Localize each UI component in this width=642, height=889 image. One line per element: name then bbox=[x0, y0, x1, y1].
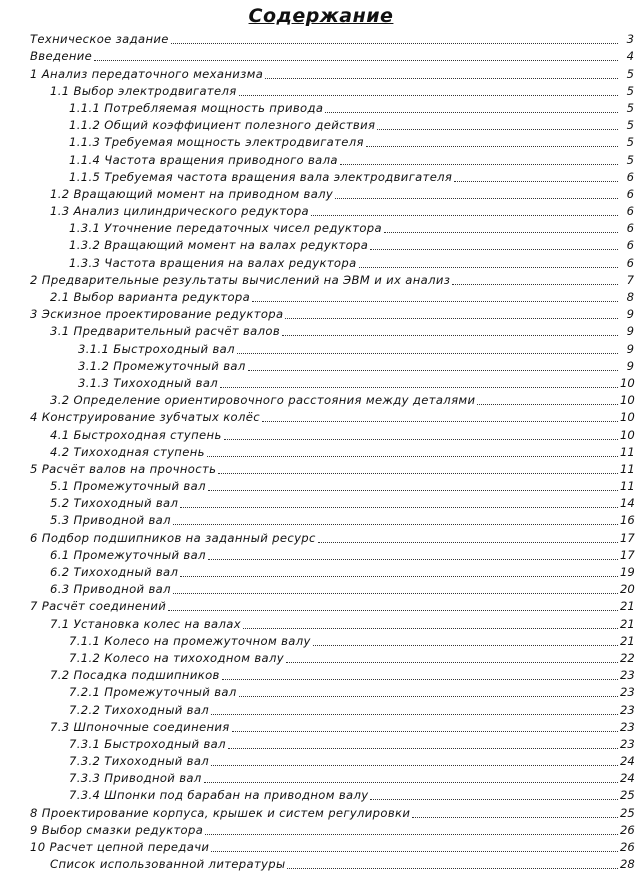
toc-entry-page-number: 23 bbox=[620, 702, 635, 717]
toc-entry-page-number: 17 bbox=[620, 530, 635, 545]
dot-leader bbox=[239, 696, 618, 697]
toc-entry-label: 1.3.3 Частота вращения на валах редуктора bbox=[69, 255, 357, 270]
toc-entry-label: 1 Анализ передаточного механизма bbox=[30, 66, 264, 81]
toc-entry-page-number: 20 bbox=[620, 582, 635, 597]
toc-entry[interactable] bbox=[0, 321, 642, 338]
dot-leader bbox=[286, 662, 618, 663]
toc-entry-label: 1.1.3 Требуемая мощность электродвигателя bbox=[69, 135, 364, 150]
toc-entry-page-number: 16 bbox=[620, 513, 635, 528]
toc-entry[interactable] bbox=[0, 493, 642, 510]
toc-entry-page-number: 10 bbox=[620, 410, 635, 425]
toc-entry-page-number: 25 bbox=[620, 788, 635, 803]
toc-entry-label: 4.2 Тихоходная ступень bbox=[50, 444, 205, 459]
toc-entry-page-number: 9 bbox=[626, 341, 634, 356]
toc-entry-label: 3.2 Определение ориентировочного расстояния между деталями bbox=[50, 393, 476, 408]
toc-entry[interactable] bbox=[0, 235, 642, 252]
toc-entry-label: 7.3 Шпоночные соединения bbox=[50, 719, 230, 734]
toc-entry-label: 1.2 Вращающий момент на приводном валу bbox=[50, 186, 334, 201]
toc-entry[interactable] bbox=[0, 717, 642, 734]
toc-entry-label: 4.1 Быстроходная ступень bbox=[50, 427, 222, 442]
toc-entry-page-number: 6 bbox=[626, 186, 634, 201]
dot-leader bbox=[207, 456, 618, 457]
toc-entry-label: 7 Расчёт соединений bbox=[30, 599, 167, 614]
toc-entry-label: Введение bbox=[30, 49, 93, 64]
toc-entry[interactable] bbox=[0, 218, 642, 235]
toc-entry-page-number: 17 bbox=[620, 547, 635, 562]
toc-entry-label: 7.2 Посадка подшипников bbox=[50, 668, 220, 683]
toc-entry[interactable] bbox=[0, 304, 642, 321]
toc-entry[interactable] bbox=[0, 527, 642, 544]
toc-entry-label: 1.1.4 Частота вращения приводного вала bbox=[69, 152, 338, 167]
dot-leader bbox=[313, 645, 618, 646]
toc-entry-page-number: 6 bbox=[626, 169, 634, 184]
toc-entry[interactable] bbox=[0, 734, 642, 751]
toc-entry-label: 1.1 Выбор электродвигателя bbox=[50, 83, 237, 98]
table-of-contents bbox=[0, 29, 642, 871]
dot-leader bbox=[265, 78, 618, 79]
toc-entry-page-number: 6 bbox=[626, 255, 634, 270]
toc-entry-label: 5.3 Приводной вал bbox=[50, 513, 171, 528]
toc-entry-page-number: 9 bbox=[626, 358, 634, 373]
dot-leader bbox=[454, 181, 618, 182]
toc-entry-page-number: 23 bbox=[620, 668, 635, 683]
toc-entry-page-number: 21 bbox=[620, 616, 635, 631]
dot-leader bbox=[180, 507, 618, 508]
dot-leader bbox=[208, 490, 618, 491]
toc-entry-label: 7.1 Установка колес на валах bbox=[50, 616, 241, 631]
toc-entry[interactable] bbox=[0, 785, 642, 802]
toc-entry-label: 5.1 Промежуточный вал bbox=[50, 479, 206, 494]
dot-leader bbox=[208, 559, 618, 560]
toc-entry[interactable] bbox=[0, 287, 642, 304]
toc-entry-label: 7.1.1 Колесо на промежуточном валу bbox=[69, 633, 311, 648]
toc-entry-page-number: 5 bbox=[626, 135, 634, 150]
dot-leader bbox=[205, 834, 618, 835]
toc-entry-label: 7.2.2 Тихоходный вал bbox=[69, 702, 210, 717]
toc-entry-page-number: 14 bbox=[620, 496, 635, 511]
toc-entry[interactable] bbox=[0, 613, 642, 630]
dot-leader bbox=[180, 576, 618, 577]
toc-entry-page-number: 23 bbox=[620, 685, 635, 700]
toc-entry-page-number: 28 bbox=[620, 857, 635, 872]
toc-entry-label: 6.2 Тихоходный вал bbox=[50, 565, 179, 579]
dot-leader bbox=[232, 731, 618, 732]
toc-entry-label: 4 Конструирование зубчатых колёс bbox=[30, 410, 260, 425]
toc-entry-label: 8 Проектирование корпуса, крышек и систем регулировки bbox=[30, 805, 411, 820]
toc-entry[interactable] bbox=[0, 665, 642, 682]
toc-entry[interactable] bbox=[0, 46, 642, 63]
toc-entry[interactable] bbox=[0, 802, 642, 819]
toc-entry-page-number: 5 bbox=[626, 100, 634, 115]
dot-leader bbox=[359, 267, 618, 268]
toc-entry[interactable] bbox=[0, 682, 642, 699]
dot-leader bbox=[237, 353, 618, 354]
toc-entry-label: 5.2 Тихоходный вал bbox=[50, 496, 179, 511]
toc-entry-label: 2 Предварительные результаты вычислений на ЭВМ и их анализ bbox=[30, 272, 451, 287]
toc-entry[interactable] bbox=[0, 338, 642, 355]
toc-entry-page-number: 21 bbox=[620, 633, 635, 648]
dot-leader bbox=[94, 60, 618, 61]
toc-entry-label: 7.3.2 Тихоходный вал bbox=[69, 754, 210, 769]
toc-entry-label: 3.1.3 Тихоходный вал bbox=[78, 375, 219, 390]
dot-leader bbox=[370, 249, 618, 250]
toc-entry-label: 9 Выбор смазки редуктора bbox=[30, 822, 204, 837]
dot-leader bbox=[224, 439, 618, 440]
toc-entry-label: 1.3.1 Уточнение передаточных чисел редуктора bbox=[69, 221, 382, 236]
toc-entry[interactable] bbox=[0, 390, 642, 407]
toc-entry[interactable] bbox=[0, 115, 642, 132]
toc-entry-label: 6 Подбор подшипников на заданный ресурс bbox=[30, 530, 316, 545]
toc-entry-label: 3.1 Предварительный расчёт валов bbox=[50, 324, 280, 339]
toc-entry[interactable] bbox=[0, 648, 642, 665]
toc-entry-page-number: 10 bbox=[620, 427, 635, 442]
dot-leader bbox=[252, 301, 618, 302]
toc-entry[interactable] bbox=[0, 373, 642, 390]
toc-entry-page-number: 4 bbox=[626, 49, 634, 64]
toc-entry-page-number: 26 bbox=[620, 840, 635, 854]
dot-leader bbox=[287, 868, 618, 869]
toc-entry[interactable] bbox=[0, 442, 642, 459]
dot-leader bbox=[228, 748, 618, 749]
dot-leader bbox=[173, 524, 618, 525]
toc-entry-page-number: 5 bbox=[626, 83, 634, 98]
toc-entry[interactable] bbox=[0, 252, 642, 269]
toc-entry-page-number: 25 bbox=[620, 805, 635, 820]
toc-entry[interactable] bbox=[0, 407, 642, 424]
toc-entry-label: 7.3.3 Приводной вал bbox=[69, 771, 202, 786]
dot-leader bbox=[318, 542, 618, 543]
toc-entry-label: 1.1.5 Требуемая частота вращения вала электродвигателя bbox=[69, 169, 453, 184]
toc-entry-label: 10 Расчет цепной передачи bbox=[30, 840, 210, 854]
toc-entry[interactable] bbox=[0, 545, 642, 562]
toc-entry-label: 7.1.2 Колесо на тихоходном валу bbox=[69, 650, 284, 665]
toc-entry-label: 7.2.1 Промежуточный вал bbox=[69, 685, 237, 700]
toc-entry[interactable] bbox=[0, 579, 642, 596]
toc-entry-label: 1.1.2 Общий коэффициент полезного действия bbox=[69, 118, 376, 133]
toc-entry[interactable] bbox=[0, 476, 642, 493]
toc-entry[interactable] bbox=[0, 132, 642, 149]
toc-entry-label: 6.3 Приводной вал bbox=[50, 582, 171, 597]
toc-entry-label: 3 Эскизное проектирование редуктора bbox=[30, 307, 284, 322]
toc-entry-page-number: 8 bbox=[626, 290, 634, 304]
toc-entry-label: 7.3.1 Быстроходный вал bbox=[69, 736, 226, 751]
toc-entry-page-number: 22 bbox=[620, 650, 635, 665]
dot-leader bbox=[218, 473, 618, 474]
toc-entry-label: 3.1.1 Быстроходный вал bbox=[78, 341, 235, 356]
toc-entry[interactable] bbox=[0, 356, 642, 373]
toc-entry-page-number: 21 bbox=[620, 599, 635, 614]
dot-leader bbox=[335, 198, 618, 199]
toc-entry-page-number: 5 bbox=[626, 66, 634, 81]
toc-entry-page-number: 11 bbox=[620, 479, 635, 494]
toc-entry[interactable] bbox=[0, 270, 642, 287]
toc-entry[interactable] bbox=[0, 29, 642, 46]
toc-entry-page-number: 3 bbox=[626, 32, 634, 47]
dot-leader bbox=[248, 370, 618, 371]
toc-entry-page-number: 23 bbox=[620, 736, 635, 751]
toc-entry-page-number: 9 bbox=[626, 307, 634, 322]
toc-entry[interactable] bbox=[0, 854, 642, 871]
toc-entry-page-number: 6 bbox=[626, 221, 634, 236]
toc-entry-label: 5 Расчёт валов на прочность bbox=[30, 461, 217, 476]
toc-entry[interactable] bbox=[0, 699, 642, 716]
dot-leader bbox=[243, 628, 618, 629]
dot-leader bbox=[477, 404, 618, 405]
toc-entry-label: 2.1 Выбор варианта редуктора bbox=[50, 290, 251, 304]
dot-leader bbox=[171, 43, 618, 44]
toc-entry-label: 3.1.2 Промежуточный вал bbox=[78, 358, 246, 373]
toc-entry[interactable] bbox=[0, 424, 642, 441]
dot-leader bbox=[282, 335, 618, 336]
dot-leader bbox=[173, 593, 618, 594]
dot-leader bbox=[211, 851, 618, 852]
dot-leader bbox=[325, 112, 618, 113]
dot-leader bbox=[211, 765, 618, 766]
dot-leader bbox=[370, 799, 618, 800]
toc-entry[interactable] bbox=[0, 63, 642, 80]
toc-entry-page-number: 24 bbox=[620, 754, 635, 769]
dot-leader bbox=[262, 421, 618, 422]
toc-entry-page-number: 6 bbox=[626, 238, 634, 253]
toc-entry[interactable] bbox=[0, 201, 642, 218]
dot-leader bbox=[285, 318, 618, 319]
dot-leader bbox=[168, 610, 618, 611]
toc-entry[interactable] bbox=[0, 149, 642, 166]
dot-leader bbox=[340, 164, 618, 165]
toc-entry-label: Техническое задание bbox=[30, 32, 169, 47]
toc-entry-page-number: 24 bbox=[620, 771, 635, 786]
dot-leader bbox=[384, 232, 618, 233]
toc-entry[interactable] bbox=[0, 510, 642, 527]
toc-entry[interactable] bbox=[0, 562, 642, 579]
toc-entry-page-number: 23 bbox=[620, 719, 635, 734]
toc-entry[interactable] bbox=[0, 81, 642, 98]
dot-leader bbox=[377, 129, 618, 130]
toc-entry-page-number: 6 bbox=[626, 204, 634, 219]
dot-leader bbox=[239, 95, 618, 96]
toc-entry-label: 6.1 Промежуточный вал bbox=[50, 547, 206, 562]
toc-entry-page-number: 10 bbox=[620, 393, 635, 408]
toc-entry-label: 1.3.2 Вращающий момент на валах редуктора bbox=[69, 238, 369, 253]
toc-entry-label: 1.1.1 Потребляемая мощность привода bbox=[69, 100, 324, 115]
toc-entry[interactable] bbox=[0, 768, 642, 785]
dot-leader bbox=[311, 215, 618, 216]
dot-leader bbox=[412, 817, 618, 818]
toc-entry-page-number: 5 bbox=[626, 152, 634, 167]
toc-entry-page-number: 11 bbox=[620, 461, 635, 476]
toc-entry[interactable] bbox=[0, 837, 642, 854]
toc-entry-page-number: 11 bbox=[620, 444, 635, 459]
toc-entry-page-number: 7 bbox=[626, 272, 634, 287]
toc-entry[interactable] bbox=[0, 459, 642, 476]
toc-entry[interactable] bbox=[0, 820, 642, 837]
dot-leader bbox=[366, 146, 618, 147]
toc-entry[interactable] bbox=[0, 631, 642, 648]
dot-leader bbox=[204, 782, 618, 783]
page-title: Содержание bbox=[248, 5, 394, 27]
dot-leader bbox=[222, 679, 618, 680]
toc-entry[interactable] bbox=[0, 167, 642, 184]
toc-entry[interactable] bbox=[0, 751, 642, 768]
dot-leader bbox=[211, 714, 618, 715]
dot-leader bbox=[452, 284, 618, 285]
toc-entry-label: 1.3 Анализ цилиндрического редуктора bbox=[50, 204, 310, 219]
dot-leader bbox=[220, 387, 618, 388]
toc-entry[interactable] bbox=[0, 184, 642, 201]
toc-entry-page-number: 5 bbox=[626, 118, 634, 133]
toc-entry[interactable] bbox=[0, 596, 642, 613]
toc-entry-page-number: 19 bbox=[620, 565, 635, 579]
toc-entry-page-number: 9 bbox=[626, 324, 634, 339]
toc-entry[interactable] bbox=[0, 98, 642, 115]
toc-entry-page-number: 10 bbox=[620, 375, 635, 390]
toc-entry-label: Список использованной литературы bbox=[50, 857, 286, 872]
toc-entry-page-number: 26 bbox=[620, 822, 635, 837]
toc-entry-label: 7.3.4 Шпонки под барабан на приводном валу bbox=[69, 788, 369, 803]
